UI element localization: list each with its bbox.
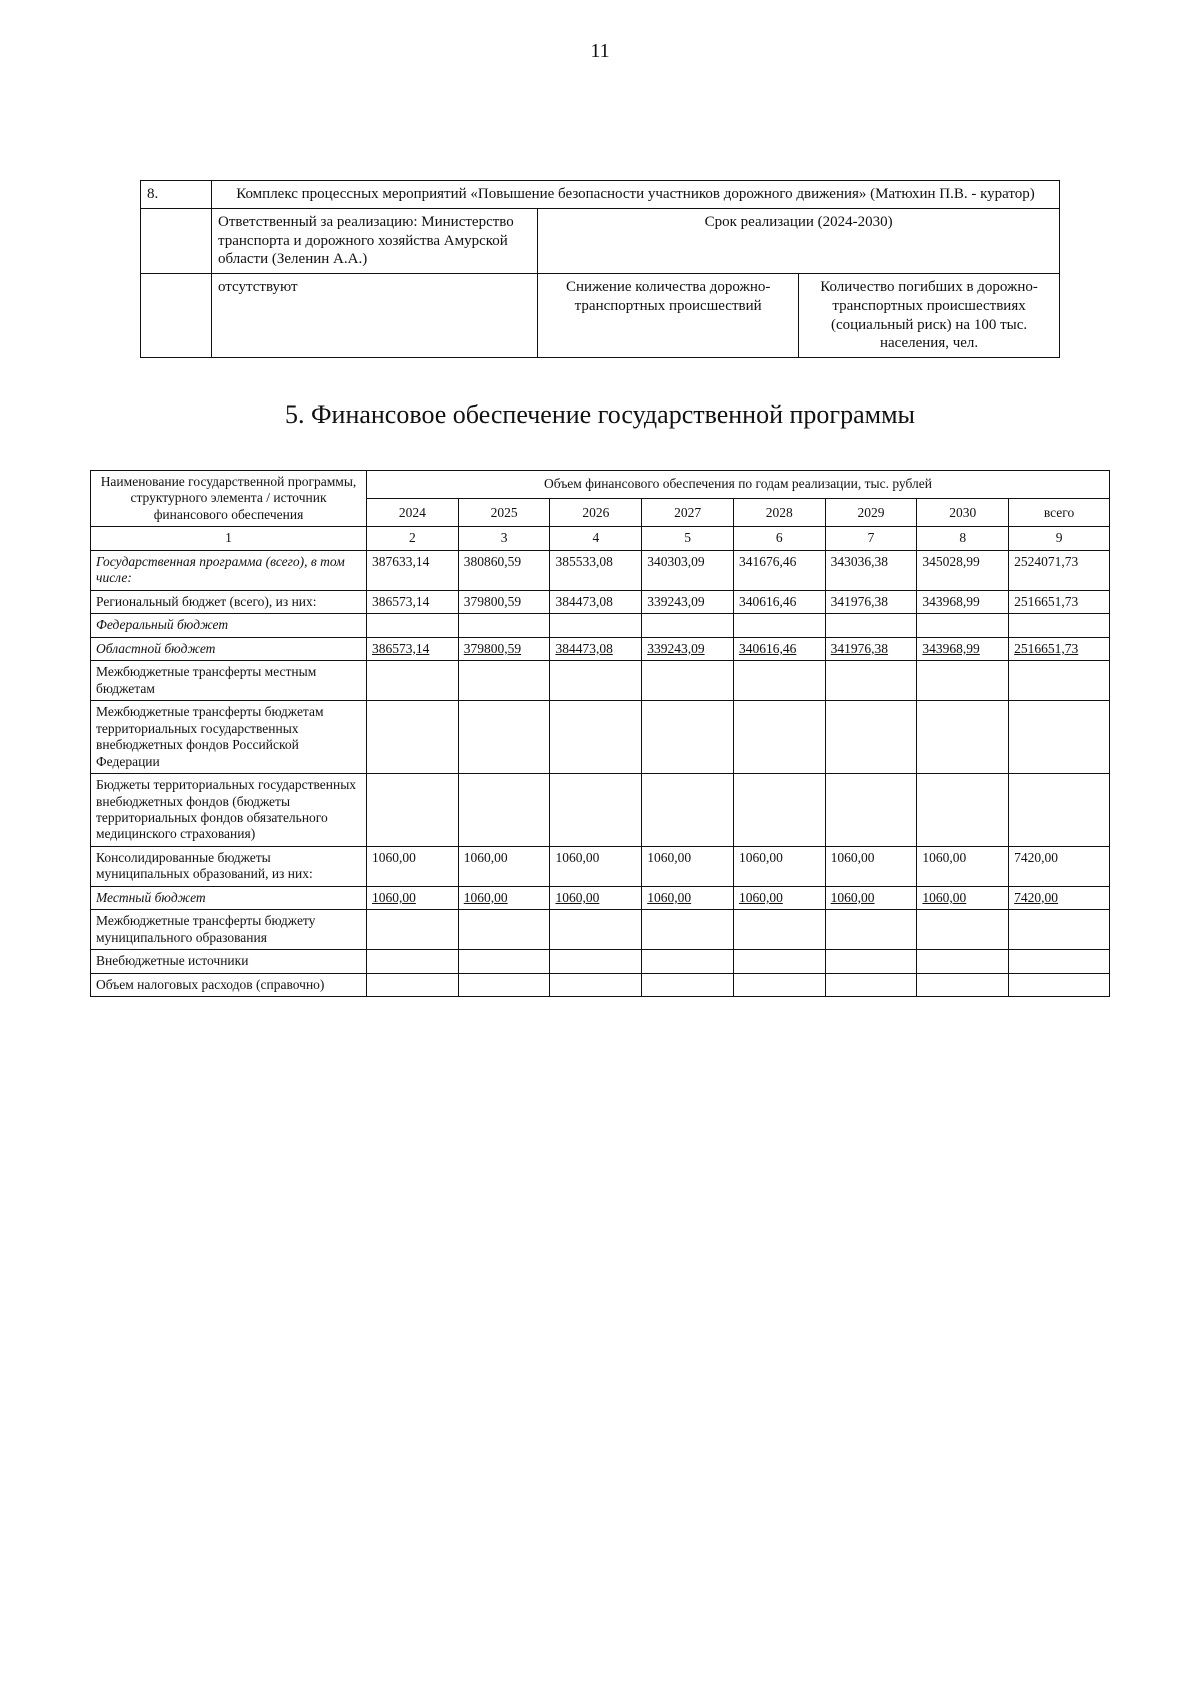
column-numbers-row [91,527,1110,550]
funding-value: 1060,00 [458,846,550,886]
funding-value: 380860,59 [458,550,550,590]
funding-value: 340303,09 [642,550,734,590]
funding-value: 1060,00 [825,886,917,909]
passport-responsible-row [141,208,1060,273]
financing-row [91,973,1110,996]
funding-value [550,701,642,774]
responsible-cell: Ответственный за реализацию: Министерство транспорта и дорожного хозяйства Амурской области (Зеленин А.А.) [212,208,538,273]
funding-value [642,910,734,950]
year-header: 2029 [825,499,917,527]
financing-row [91,701,1110,774]
funding-value: 1060,00 [733,846,825,886]
passport-title-row [141,181,1060,209]
complex-passport-table [140,180,1060,358]
funding-value [367,614,459,637]
funding-source-label: Местный бюджет [91,886,367,909]
missing-cell: отсутствуют [212,274,538,358]
funding-value [917,701,1009,774]
funding-value [458,701,550,774]
funding-value [733,774,825,847]
funding-source-label: Объем налоговых расходов (справочно) [91,973,367,996]
funding-value [642,950,734,973]
funding-value [550,973,642,996]
funding-value: 387633,14 [367,550,459,590]
funding-value [458,910,550,950]
funding-source-label: Государственная программа (всего), в том числе: [91,550,367,590]
funding-value: 379800,59 [458,637,550,660]
complex-title: Комплекс процессных мероприятий «Повышение безопасности участников дорожного движения» (Матюхин П.В. - куратор) [212,181,1060,209]
funding-value [550,774,642,847]
year-header: 2030 [917,499,1009,527]
funding-value: 384473,08 [550,590,642,613]
year-header: 2028 [733,499,825,527]
year-header: всего [1009,499,1110,527]
funding-value [917,661,1009,701]
funding-value [917,973,1009,996]
funding-value [642,701,734,774]
funding-value: 1060,00 [367,886,459,909]
column-number: 4 [550,527,642,550]
funding-source-label: Консолидированные бюджеты муниципальных образований, из них: [91,846,367,886]
funding-value: 1060,00 [917,886,1009,909]
funding-value: 339243,09 [642,637,734,660]
funding-value [733,614,825,637]
source-column-header: Наименование государственной программы, структурного элемента / источник финансового обеспечения [91,471,367,527]
funding-value: 386573,14 [367,637,459,660]
funding-value: 7420,00 [1009,886,1110,909]
row-number: 8. [141,181,212,209]
passport-task-row [141,274,1060,358]
funding-value: 379800,59 [458,590,550,613]
funding-value [550,910,642,950]
funding-value [458,661,550,701]
funding-value [642,661,734,701]
funding-value [733,950,825,973]
funding-value [1009,661,1110,701]
column-number: 5 [642,527,734,550]
year-header: 2024 [367,499,459,527]
financing-row [91,774,1110,847]
funding-value: 1060,00 [733,886,825,909]
funding-value [825,910,917,950]
funding-source-label: Региональный бюджет (всего), из них: [91,590,367,613]
funding-value: 341676,46 [733,550,825,590]
column-number: 2 [367,527,459,550]
volume-column-header: Объем финансового обеспечения по годам реализации, тыс. рублей [367,471,1110,499]
financing-table [90,470,1110,997]
financing-row [91,950,1110,973]
funding-value: 1060,00 [917,846,1009,886]
funding-value [458,973,550,996]
funding-value [458,774,550,847]
financing-header-row [91,471,1110,499]
funding-value: 2516651,73 [1009,590,1110,613]
financing-row [91,661,1110,701]
funding-value: 340616,46 [733,637,825,660]
funding-value [642,973,734,996]
funding-value: 340616,46 [733,590,825,613]
funding-source-label: Бюджеты территориальных государственных внебюджетных фондов (бюджеты территориальных фондов обязательного медицинского страхования) [91,774,367,847]
funding-value [367,950,459,973]
funding-value: 384473,08 [550,637,642,660]
funding-value: 341976,38 [825,590,917,613]
column-number: 1 [91,527,367,550]
funding-value: 1060,00 [642,846,734,886]
financing-row [91,550,1110,590]
funding-value [367,661,459,701]
funding-value [733,701,825,774]
funding-source-label: Межбюджетные трансферты местным бюджетам [91,661,367,701]
task-cell: Снижение количества дорожно-транспортных происшествий [538,274,798,357]
funding-value: 385533,08 [550,550,642,590]
funding-value: 1060,00 [458,886,550,909]
funding-value: 1060,00 [550,846,642,886]
funding-value [550,950,642,973]
funding-value: 1060,00 [550,886,642,909]
funding-value [1009,910,1110,950]
funding-value: 345028,99 [917,550,1009,590]
funding-value: 2516651,73 [1009,637,1110,660]
funding-value [1009,614,1110,637]
funding-value [733,661,825,701]
funding-value [825,614,917,637]
funding-source-label: Межбюджетные трансферты бюджетам территориальных государственных внебюджетных фондов Российской Федерации [91,701,367,774]
funding-value [825,950,917,973]
task-indicator-table [538,274,1059,357]
year-header: 2025 [458,499,550,527]
funding-value [917,614,1009,637]
funding-value [825,973,917,996]
task-indicator-cell [538,274,1060,358]
funding-value [458,614,550,637]
column-number: 6 [733,527,825,550]
financing-row [91,846,1110,886]
funding-value [367,973,459,996]
funding-value: 341976,38 [825,637,917,660]
section-heading: 5. Финансовое обеспечение государственной программы [284,400,916,429]
funding-value: 1060,00 [367,846,459,886]
funding-value: 7420,00 [1009,846,1110,886]
financing-body [91,550,1110,996]
funding-value [917,910,1009,950]
funding-value: 1060,00 [642,886,734,909]
funding-value: 1060,00 [825,846,917,886]
period-cell: Срок реализации (2024-2030) [538,208,1060,273]
funding-value [1009,774,1110,847]
funding-value [642,614,734,637]
financing-row [91,614,1110,637]
financing-row [91,886,1110,909]
financing-row [91,637,1110,660]
funding-value [458,950,550,973]
funding-value [367,701,459,774]
funding-value [733,973,825,996]
funding-value [1009,701,1110,774]
funding-value [917,950,1009,973]
funding-value: 2524071,73 [1009,550,1110,590]
funding-value [367,910,459,950]
funding-value [733,910,825,950]
column-number: 9 [1009,527,1110,550]
funding-value: 339243,09 [642,590,734,613]
financing-row [91,910,1110,950]
funding-source-label: Федеральный бюджет [91,614,367,637]
funding-value [1009,950,1110,973]
funding-value: 343968,99 [917,637,1009,660]
funding-value [917,774,1009,847]
financing-row [91,590,1110,613]
indicator-cell: Количество погибших в дорожно-транспортных происшествиях (социальный риск) на 100 тыс. населения, чел. [820,279,1038,352]
funding-value: 343968,99 [917,590,1009,613]
page-number: 11 [590,40,610,62]
funding-value [825,701,917,774]
funding-value [825,661,917,701]
funding-value [550,661,642,701]
empty-cell [141,274,212,358]
funding-value [1009,973,1110,996]
column-number: 7 [825,527,917,550]
column-number: 8 [917,527,1009,550]
year-header: 2027 [642,499,734,527]
funding-value: 386573,14 [367,590,459,613]
funding-value [642,774,734,847]
column-number: 3 [458,527,550,550]
funding-source-label: Межбюджетные трансферты бюджету муниципального образования [91,910,367,950]
funding-value [550,614,642,637]
empty-cell [141,208,212,273]
year-header: 2026 [550,499,642,527]
funding-value [825,774,917,847]
funding-value [367,774,459,847]
funding-source-label: Областной бюджет [91,637,367,660]
funding-value: 343036,38 [825,550,917,590]
funding-source-label: Внебюджетные источники [91,950,367,973]
